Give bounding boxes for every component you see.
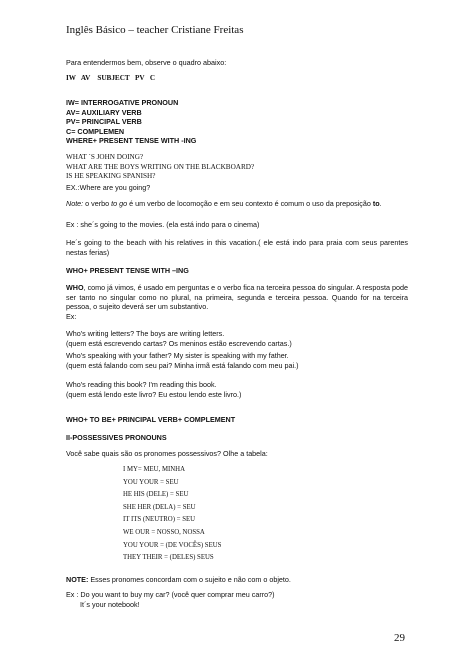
final-example-line: It´s your notebook! <box>80 599 140 609</box>
example-pt: (quem está falando com seu pai? Minha irmã está falando com meu pai.) <box>66 360 299 370</box>
table-row: YOU YOUR = (DE VOCÊS) SEUS <box>123 541 222 549</box>
table-row: SHE HER (DELA) = SEU <box>123 503 196 511</box>
section-heading: WHO+ PRESENT TENSE WITH –ING <box>66 266 189 275</box>
table-row: IT ITS (NEUTRO) = SEU <box>123 516 196 524</box>
note-paragraph <box>66 199 408 209</box>
legend-line: WHERE+ PRESENT TENSE WITH -ING <box>66 136 197 146</box>
example-pt: (quem está escrevendo cartas? Os meninos estão escrevendo cartas.) <box>66 338 292 348</box>
note-text: Esses pronomes concordam com o sujeito e não com o objeto. <box>88 575 291 584</box>
note-text: o verbo <box>83 199 112 208</box>
possessives-intro: Você sabe quais são os pronomes possessivos? Olhe a tabela: <box>66 449 268 458</box>
intro-text: Para entendermos bem, observe o quadro abaixo: <box>66 58 227 67</box>
note-term: to <box>372 199 380 208</box>
who-paragraph <box>66 283 408 321</box>
question-examples <box>66 153 408 182</box>
legend-line: C= COMPLEMEN <box>66 126 125 136</box>
who-label: WHO <box>66 283 84 292</box>
example-movies: Ex : she´s going to the movies. (ela está indo para o cinema) <box>66 220 260 229</box>
example-en: Who's writing letters? The boys are writing letters. <box>66 329 225 338</box>
page-number: 29 <box>394 632 405 644</box>
table-row: HE HIS (DELE) = SEU <box>123 491 189 499</box>
legend <box>66 98 408 146</box>
table-row: THEY THEIR = (DELES) SEUS <box>123 554 214 562</box>
who-example-2 <box>66 351 408 370</box>
final-example <box>66 590 408 609</box>
legend-line: AV= AUXILIARY VERB <box>66 107 142 117</box>
note-text: é um verbo de locomoção e em seu contexto é comum o uso da preposição <box>127 199 373 208</box>
table-row: YOU YOUR = SEU <box>123 478 179 486</box>
who-text: , como já vimos, é usado em perguntas e o verbo fica na terceira pessoa do singular. A resposta pode ser tanto no singular como no plural, na primeira, segunda e terceira pessoa. Quando for na terceira pessoa, o sujeito deverá ser um substantivo. <box>66 283 408 312</box>
page-header: Inglês Básico – teacher Cristiane Freitas <box>66 24 244 36</box>
section-heading: II-POSSESSIVES PRONOUNS <box>66 433 167 442</box>
possessives-table <box>123 464 323 565</box>
question-line: WHAT ´S JOHN DOING? <box>66 153 144 161</box>
legend-line: IW= INTERROGATIVE PRONOUN <box>66 98 179 107</box>
note-possessives <box>66 575 408 585</box>
formula: IW AV SUBJECT PV C <box>66 74 156 82</box>
who-example-3 <box>66 380 408 399</box>
legend-line: PV= PRINCIPAL VERB <box>66 117 142 127</box>
question-line: IS HE SPEAKING SPANISH? <box>66 172 156 181</box>
example-en: Who's speaking with your father? My sister is speaking with my father. <box>66 351 289 360</box>
example-pt: (quem está lendo este livro? Eu estou lendo este livro.) <box>66 389 242 399</box>
note-label: NOTE: <box>66 575 89 584</box>
example-beach: He´s going to the beach with his relatives in this vacation.( ele está indo para praia com seus parentes nestas ferias) <box>66 238 408 257</box>
who-example-1 <box>66 329 408 348</box>
note-text: . <box>379 199 382 208</box>
table-row: WE OUR = NOSSO, NOSSA <box>123 528 205 536</box>
final-example-line: Ex : Do you want to buy my car? (você quer comprar meu carro?) <box>66 590 275 599</box>
example-en: Who's reading this book? I'm reading this book. <box>66 380 217 389</box>
example-where: EX.:Where are you going? <box>66 183 151 192</box>
table-row: I MY= MEU, MINHA <box>123 466 185 473</box>
note-term: to go <box>111 199 128 208</box>
note-label: Note: <box>66 199 84 208</box>
question-line: WHAT ARE THE BOYS WRITING ON THE BLACKBOARD? <box>66 162 255 171</box>
ex-label: Ex: <box>66 311 77 321</box>
section-heading: WHO+ TO BE+ PRINCIPAL VERB+ COMPLEMENT <box>66 415 236 424</box>
